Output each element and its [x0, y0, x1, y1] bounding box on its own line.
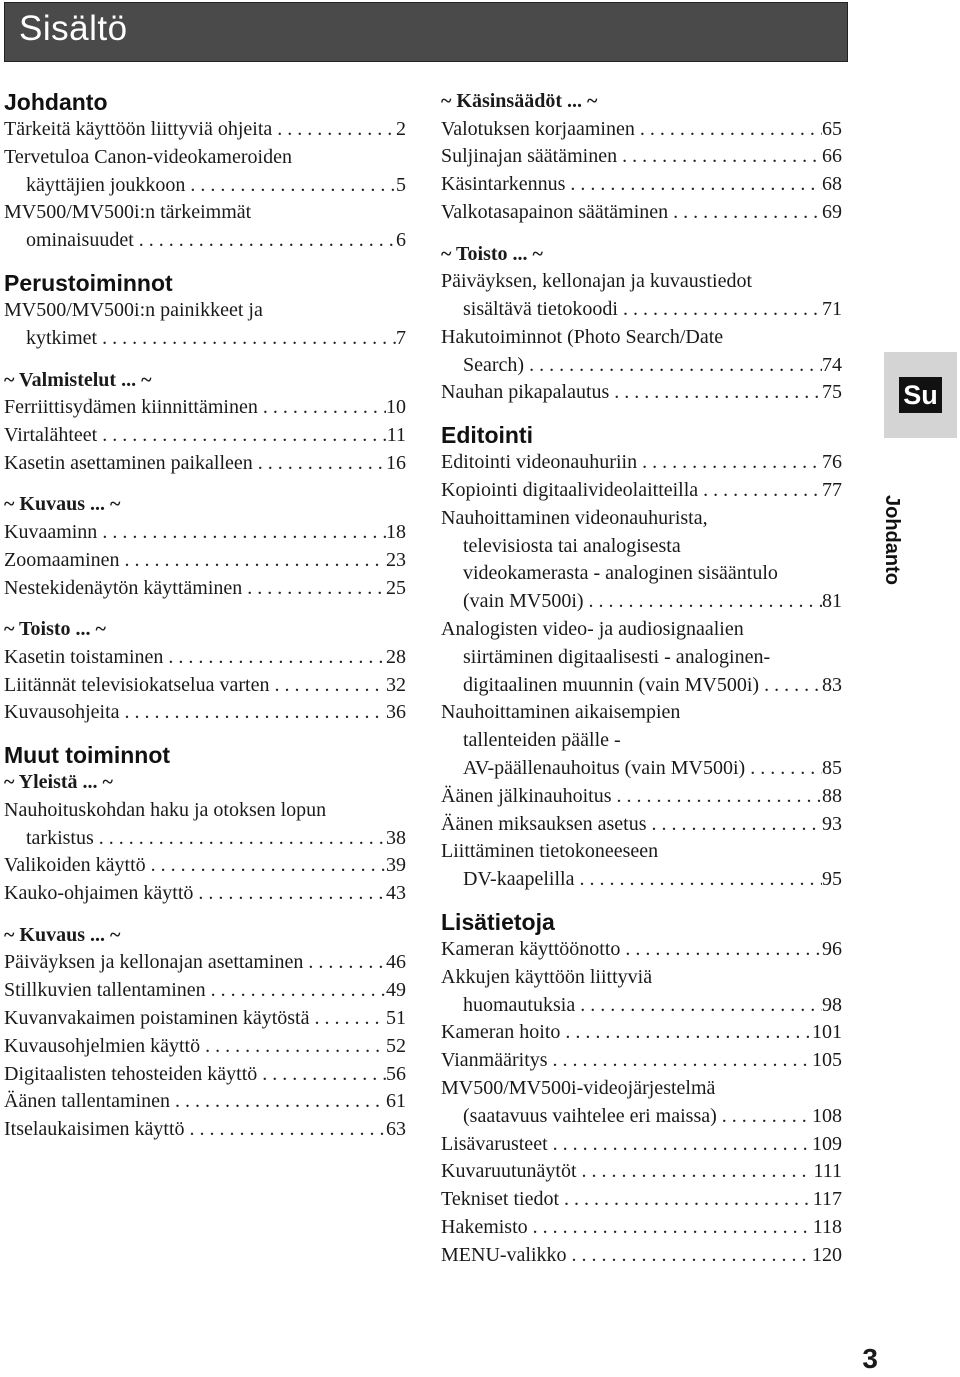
dot-leader [559, 1186, 813, 1214]
toc-entry-text: Tärkeitä käyttöön liittyviä ohjeita [4, 118, 273, 140]
dot-leader [242, 575, 386, 603]
dot-leader [584, 588, 822, 616]
toc-entry-text: MV500/MV500i-videojärjestelmä [441, 1076, 716, 1099]
toc-page-number: 18 [386, 520, 406, 543]
dot-leader [146, 852, 386, 880]
toc-entry-text: huomautuksia [463, 993, 576, 1016]
toc-entry [4, 547, 406, 575]
toc-page-number: 81 [822, 590, 842, 613]
toc-entry-text: MENU-valikko [441, 1243, 567, 1266]
toc-page-number: 16 [386, 451, 406, 474]
toc-entry-text: Nauhoituskohdan haku ja otoksen lopun [4, 798, 327, 821]
dot-leader [163, 644, 386, 672]
section-heading: Lisätietoja [441, 908, 555, 935]
toc-list [441, 268, 842, 407]
toc-entry [441, 699, 842, 782]
dot-leader [185, 172, 396, 200]
dot-leader [257, 1061, 386, 1089]
toc-page-number: 65 [822, 117, 842, 140]
toc-entry [441, 964, 842, 1020]
dot-leader [668, 199, 822, 227]
toc-entry-text: siirtäminen digitaalisesti - analoginen- [463, 645, 771, 668]
toc-entry-text: Valkotasapainon säätäminen [441, 200, 669, 223]
toc-entry [4, 699, 406, 727]
toc-page-number: 76 [822, 451, 842, 474]
toc-page-number: 85 [822, 756, 842, 779]
subsection-heading: ~ Valmistelut ... ~ [4, 368, 152, 391]
toc-entry [4, 797, 406, 853]
dot-leader [253, 450, 386, 478]
toc-list [4, 297, 406, 353]
toc-page-number: 111 [813, 1160, 842, 1183]
section-heading: Johdanto [4, 89, 108, 115]
toc-entry-text: Hakemisto [441, 1215, 528, 1238]
toc-entry-text: Äänen jälkinauhoitus [441, 784, 612, 807]
toc-page-number: 71 [822, 297, 842, 320]
toc-entry-text: Kasetin asettaminen paikalleen [4, 451, 253, 474]
dot-leader [134, 227, 396, 255]
toc-entry-text: Kuvaaminn [4, 520, 98, 543]
toc-page-number: 2 [396, 118, 406, 140]
toc-entry-text: Valotuksen korjaaminen [441, 117, 635, 140]
toc-entry [441, 268, 842, 324]
toc-entry-text: Digitaalisten tehosteiden käyttö [4, 1062, 258, 1085]
toc-page-number: 39 [386, 854, 406, 877]
toc-page-number: 56 [386, 1062, 406, 1085]
toc-entry [4, 116, 406, 144]
toc-entry-text: tallenteiden päälle - [463, 729, 621, 752]
dot-leader [269, 672, 386, 700]
toc-entry [441, 505, 842, 616]
section-heading: Editointi [441, 422, 533, 449]
toc-entry-text: Äänen miksauksen asetus [441, 812, 647, 835]
toc-page-number: 109 [812, 1132, 842, 1155]
subsection-heading: ~ Toisto ... ~ [441, 242, 543, 265]
toc-entry [441, 449, 842, 477]
toc-page-number: 83 [822, 673, 842, 696]
toc-list [441, 116, 842, 227]
dot-leader [309, 1005, 386, 1033]
toc-entry-text: tarkistus [26, 826, 94, 849]
toc-entry-text: (vain MV500i) [463, 590, 584, 613]
dot-leader [609, 379, 822, 407]
toc-entry [4, 199, 406, 255]
toc-entry [441, 324, 842, 380]
toc-entry [441, 616, 842, 699]
toc-entry [4, 1005, 406, 1033]
toc-entry-text: DV-kaapelilla [463, 868, 575, 891]
toc-page-number: 95 [822, 868, 842, 891]
dot-leader [560, 1019, 812, 1047]
dot-leader [120, 699, 386, 727]
toc-page-number: 101 [812, 1021, 842, 1044]
toc-page-number: 96 [822, 937, 842, 960]
toc-right-column [441, 88, 842, 1269]
toc-entry [4, 977, 406, 1005]
toc-entry-text: Liittäminen tietokoneeseen [441, 840, 659, 863]
dot-leader [745, 755, 822, 783]
toc-page-number: 68 [822, 173, 842, 196]
subsection-heading: ~ Käsinsäädöt ... ~ [441, 90, 598, 112]
toc-entry-text: Nauhan pikapalautus [441, 381, 610, 404]
toc-page-number: 93 [822, 812, 842, 835]
subsection-heading: ~ Kuvaus ... ~ [4, 493, 121, 516]
toc-page-number: 117 [812, 1188, 842, 1211]
toc-entry-text: Akkujen käyttöön liittyviä [441, 965, 653, 988]
section-heading: Perustoiminnot [4, 269, 173, 296]
toc-entry-text: Nauhoittaminen videonauhurista, [441, 506, 708, 529]
toc-list [4, 797, 406, 908]
toc-page-number: 49 [386, 979, 406, 1002]
toc-page-number: 88 [822, 784, 842, 807]
toc-page-number: 77 [822, 478, 842, 501]
toc-entry-text: Stillkuvien tallentaminen [4, 979, 206, 1002]
subsection-heading: ~ Yleistä ... ~ [4, 771, 113, 794]
dot-leader [170, 1088, 386, 1116]
dot-leader [548, 1047, 812, 1075]
toc-list [441, 449, 842, 894]
toc-entry-text: Virtalähteet [4, 423, 98, 446]
toc-entry-text: käyttäjien joukkoon [26, 173, 186, 196]
toc-page-number: 120 [812, 1243, 842, 1266]
dot-leader [528, 1214, 813, 1242]
toc-page-number: 105 [812, 1049, 842, 1072]
toc-page-number: 98 [822, 993, 842, 1016]
toc-entry [441, 1019, 842, 1047]
toc-entry [4, 852, 406, 880]
dot-leader [97, 422, 387, 450]
toc-entry [441, 936, 842, 964]
toc-entry-text: digitaalinen muunnin (vain MV500i) [463, 673, 760, 696]
toc-entry [4, 949, 406, 977]
toc-entry [4, 297, 406, 353]
page-title: Sisältö [19, 9, 128, 48]
dot-leader [575, 992, 822, 1020]
dot-leader [612, 783, 822, 811]
toc-entry-text: Lisävarusteet [441, 1132, 548, 1155]
toc-entry [4, 575, 406, 603]
toc-list [441, 936, 842, 1270]
toc-page-number: 10 [386, 396, 406, 419]
dot-leader [94, 825, 386, 853]
toc-entry-text: Kasetin toistaminen [4, 645, 164, 668]
toc-entry-text: sisältävä tietokoodi [463, 297, 618, 320]
toc-entry-text: Liitännät televisiokatselua varten [4, 673, 270, 696]
toc-entry-text: Kameran hoito [441, 1021, 561, 1044]
toc-page-number: 38 [386, 826, 406, 849]
toc-entry-text: kytkimet [26, 326, 98, 349]
toc-entry [441, 1242, 842, 1270]
toc-entry [441, 477, 842, 505]
toc-list [4, 394, 406, 477]
toc-entry [4, 144, 406, 200]
toc-list [4, 116, 406, 255]
toc-entry-text: Vianmääritys [441, 1049, 548, 1072]
toc-entry-text: Kuvausohjeita [4, 701, 120, 724]
toc-entry [441, 379, 842, 407]
toc-entry [441, 1075, 842, 1131]
toc-entry-text: Kopiointi digitaalivideolaitteilla [441, 478, 699, 501]
toc-entry [441, 143, 842, 171]
toc-list [4, 644, 406, 727]
toc-entry [4, 1088, 406, 1116]
toc-entry [4, 450, 406, 478]
toc-entry-text: Kuvanvakaimen poistaminen käytöstä [4, 1007, 310, 1030]
dot-leader [759, 672, 822, 700]
dot-leader [618, 296, 822, 324]
dot-leader [637, 449, 822, 477]
toc-page-number: 52 [386, 1034, 406, 1057]
dot-leader [258, 394, 386, 422]
toc-entry-text: Kuvausohjelmien käyttö [4, 1034, 201, 1057]
page-number: 3 [862, 1343, 878, 1374]
dot-leader [97, 325, 396, 353]
toc-page-number: 46 [386, 951, 406, 974]
toc-left-column [4, 88, 406, 1144]
section-heading: Muut toiminnot [4, 742, 171, 769]
toc-entry-text: Valikoiden käyttö [4, 854, 146, 877]
toc-entry-text: AV-päällenauhoitus (vain MV500i) [463, 756, 746, 779]
language-code: Su [899, 377, 942, 413]
dot-leader [698, 477, 822, 505]
chapter-side-label: Johdanto [881, 495, 903, 585]
toc-page-number: 7 [396, 326, 406, 349]
toc-entry-text: Suljinajan säätäminen [441, 145, 618, 168]
toc-entry [4, 422, 406, 450]
toc-entry-text: Tervetuloa Canon-videokameroiden [4, 145, 292, 168]
toc-entry-text: Kameran käyttöönotto [441, 937, 621, 960]
toc-entry [441, 199, 842, 227]
toc-page-number: 66 [822, 145, 842, 168]
toc-entry-text: (saatavuus vaihtelee eri maissa) [463, 1104, 717, 1127]
toc-entry [441, 116, 842, 144]
dot-leader [567, 1242, 812, 1270]
toc-entry-text: Tekniset tiedot [441, 1188, 560, 1211]
toc-entry-text: Search) [463, 353, 525, 376]
toc-entry-text: Analogisten video- ja audiosignaalien [441, 617, 744, 640]
dot-leader [635, 116, 822, 144]
toc-entry-text: ominaisuudet [26, 229, 134, 252]
dot-leader [200, 1033, 386, 1061]
toc-entry-text: Kauko-ohjaimen käyttö [4, 882, 194, 905]
dot-leader [717, 1103, 812, 1131]
toc-page-number: 43 [386, 882, 406, 905]
dot-leader [303, 949, 386, 977]
toc-entry [441, 1214, 842, 1242]
toc-page-number: 63 [386, 1118, 406, 1141]
toc-entry-text: MV500/MV500i:n painikkeet ja [4, 298, 263, 321]
toc-entry [441, 783, 842, 811]
toc-page-number: 75 [822, 381, 842, 404]
toc-entry-text: Päiväyksen ja kellonajan asettaminen [4, 951, 304, 974]
dot-leader [647, 811, 822, 839]
toc-entry [441, 1047, 842, 1075]
dot-leader [524, 352, 822, 380]
toc-entry [4, 1061, 406, 1089]
toc-entry-text: Äänen tallentaminen [4, 1090, 171, 1113]
toc-page-number: 25 [386, 576, 406, 599]
toc-list [4, 949, 406, 1144]
toc-page-number: 11 [386, 423, 406, 446]
dot-leader [565, 171, 822, 199]
toc-entry [4, 880, 406, 908]
dot-leader [617, 143, 822, 171]
toc-entry [441, 1131, 842, 1159]
toc-entry-text: Itselaukaisimen käyttö [4, 1118, 185, 1141]
dot-leader [97, 519, 386, 547]
dot-leader [185, 1116, 386, 1144]
dot-leader [548, 1131, 812, 1159]
toc-entry [4, 644, 406, 672]
toc-entry-text: Päiväyksen, kellonajan ja kuvaustiedot [441, 270, 753, 293]
toc-page-number: 108 [812, 1104, 842, 1127]
dot-leader [620, 936, 822, 964]
toc-entry [441, 811, 842, 839]
toc-entry [4, 672, 406, 700]
subsection-heading: ~ Toisto ... ~ [4, 618, 106, 641]
toc-page-number: 69 [822, 200, 842, 223]
toc-entry-text: Käsintarkennus [441, 173, 566, 196]
toc-page-number: 74 [822, 353, 842, 376]
toc-page-number: 36 [386, 701, 406, 724]
toc-entry-text: televisiosta tai analogisesta [463, 534, 681, 557]
dot-leader [206, 977, 386, 1005]
toc-entry-text: Hakutoiminnot (Photo Search/Date [441, 325, 724, 348]
toc-page-number: 28 [386, 645, 406, 668]
toc-page-number: 118 [812, 1215, 842, 1238]
language-tab [884, 352, 957, 438]
title-banner [4, 2, 848, 62]
toc-page-number: 23 [386, 548, 406, 571]
toc-entry [4, 394, 406, 422]
toc-page-number: 32 [386, 673, 406, 696]
toc-page-number: 61 [386, 1090, 406, 1113]
toc-entry-text: Kuvaruutunäytöt [441, 1160, 577, 1183]
toc-entry [4, 1033, 406, 1061]
toc-list [4, 519, 406, 602]
toc-entry-text: videokamerasta - analoginen sisääntulo [463, 562, 778, 585]
toc-entry-text: Ferriittisydämen kiinnittäminen [4, 396, 258, 419]
dot-leader [120, 547, 386, 575]
dot-leader [272, 116, 396, 144]
toc-page-number: 6 [396, 229, 406, 252]
toc-entry [441, 1158, 842, 1186]
dot-leader [193, 880, 386, 908]
toc-entry-text: MV500/MV500i:n tärkeimmät [4, 201, 252, 224]
toc-entry [4, 519, 406, 547]
dot-leader [574, 866, 822, 894]
toc-page-number: 51 [386, 1007, 406, 1030]
toc-entry-text: Nestekidenäytön käyttäminen [4, 576, 243, 599]
toc-entry [441, 838, 842, 894]
toc-entry [441, 171, 842, 199]
toc-page-number: 5 [396, 173, 406, 196]
toc-entry [4, 1116, 406, 1144]
toc-entry-text: Zoomaaminen [4, 548, 120, 571]
toc-entry [441, 1186, 842, 1214]
toc-entry-text: Editointi videonauhuriin [441, 451, 638, 474]
dot-leader [577, 1158, 814, 1186]
subsection-heading: ~ Kuvaus ... ~ [4, 923, 121, 946]
toc-entry-text: Nauhoittaminen aikaisempien [441, 701, 681, 724]
